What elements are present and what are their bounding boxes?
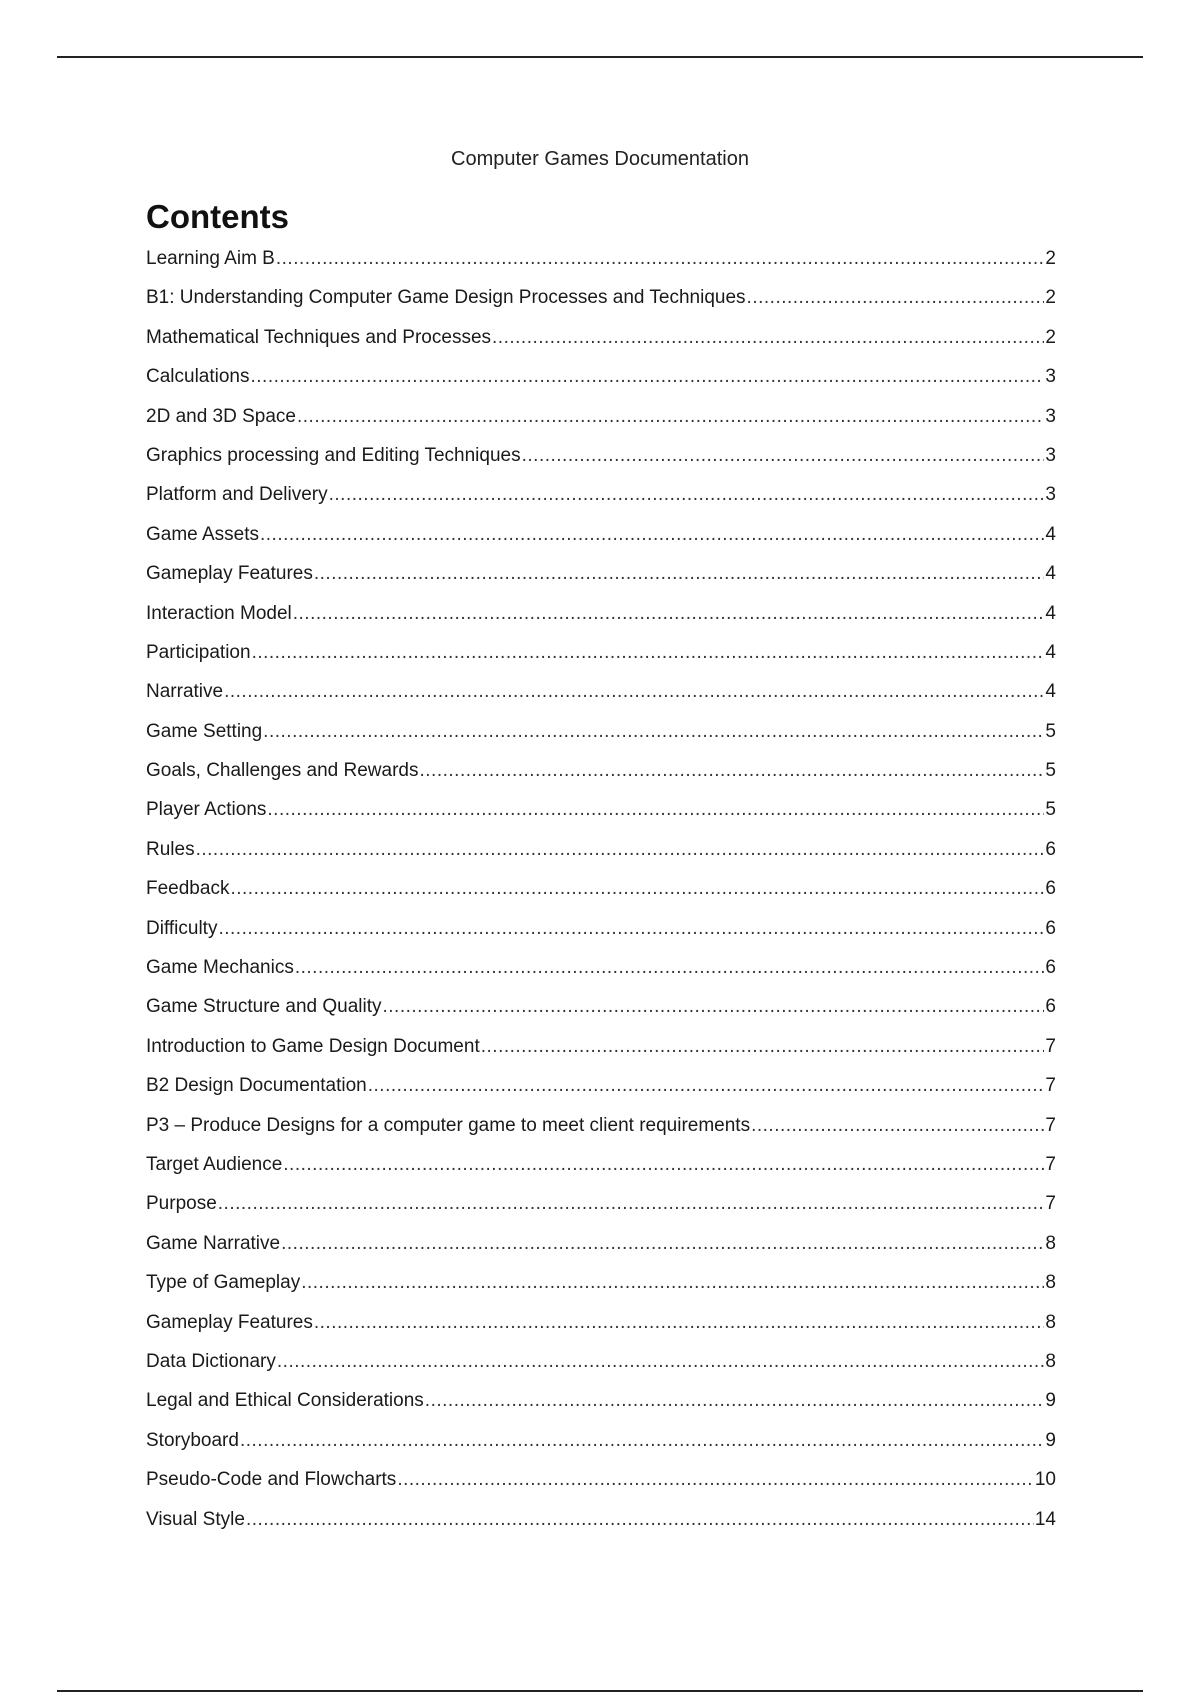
toc-dot-leader: [492, 324, 1044, 352]
toc-entry-label[interactable]: Mathematical Techniques and Processes: [146, 326, 492, 348]
toc-dot-leader: [329, 481, 1045, 509]
toc-entry-page-number[interactable]: 7: [1045, 1193, 1056, 1215]
toc-entry-page-number[interactable]: 7: [1045, 1075, 1056, 1097]
toc-entry-label[interactable]: Gameplay Features: [146, 1311, 313, 1333]
toc-entry-page-number[interactable]: 2: [1045, 326, 1056, 348]
toc-entry-label[interactable]: B2 Design Documentation: [146, 1075, 367, 1097]
toc-entry-label[interactable]: Game Structure and Quality: [146, 996, 382, 1018]
toc-dot-leader: [267, 796, 1044, 824]
toc-entry-label[interactable]: Interaction Model: [146, 602, 292, 624]
toc-entry-label[interactable]: Game Assets: [146, 523, 259, 545]
toc-entry-page-number[interactable]: 4: [1045, 681, 1056, 703]
toc-dot-leader: [383, 993, 1045, 1021]
toc-entry-page-number[interactable]: 8: [1045, 1232, 1056, 1254]
toc-dot-leader: [522, 442, 1045, 470]
toc-entry-page-number[interactable]: 6: [1045, 878, 1056, 900]
toc-entry-label[interactable]: Purpose: [146, 1193, 217, 1215]
toc-entry-page-number[interactable]: 6: [1045, 957, 1056, 979]
toc-dot-leader: [297, 403, 1044, 431]
toc-entry-label[interactable]: B1: Understanding Computer Game Design Processes and Techniques: [146, 287, 746, 309]
toc-dot-leader: [293, 600, 1045, 628]
toc-entry-page-number[interactable]: 2: [1045, 248, 1056, 269]
toc-entry-page-number[interactable]: 3: [1045, 484, 1056, 506]
toc-entry-page-number[interactable]: 14: [1034, 1508, 1056, 1530]
toc-entry-label[interactable]: Pseudo-Code and Flowcharts: [146, 1469, 397, 1491]
toc-entry-page-number[interactable]: 3: [1045, 405, 1056, 427]
toc-entry-label[interactable]: 2D and 3D Space: [146, 405, 296, 427]
toc-entry-page-number[interactable]: 7: [1045, 1153, 1056, 1175]
toc-entry[interactable]: [146, 324, 1056, 363]
toc-dot-leader: [425, 1387, 1045, 1415]
toc-entry-page-number[interactable]: 8: [1045, 1350, 1056, 1372]
toc-entry-page-number[interactable]: 9: [1045, 1429, 1056, 1451]
toc-entry-page-number[interactable]: 10: [1034, 1469, 1056, 1491]
toc-entry[interactable]: [146, 600, 1056, 639]
toc-entry-label[interactable]: Introduction to Game Design Document: [146, 1035, 480, 1057]
toc-entry[interactable]: [146, 875, 1056, 914]
toc-entry-label[interactable]: Narrative: [146, 681, 224, 703]
toc-entry-label[interactable]: Learning Aim B: [146, 248, 275, 269]
toc-entry-page-number[interactable]: 6: [1045, 917, 1056, 939]
toc-dot-leader: [252, 639, 1045, 667]
header-rule: [57, 56, 1143, 58]
toc-dot-leader: [481, 1033, 1045, 1061]
toc-entry-label[interactable]: Type of Gameplay: [146, 1272, 301, 1294]
toc-entry[interactable]: [146, 678, 1056, 717]
toc-dot-leader: [263, 718, 1044, 746]
toc-dot-leader: [747, 284, 1045, 312]
toc-entry[interactable]: [146, 954, 1056, 993]
toc-dot-leader: [368, 1072, 1045, 1100]
toc-entry[interactable]: [146, 1151, 1056, 1190]
toc-entry[interactable]: [146, 442, 1056, 481]
toc-entry-page-number[interactable]: 4: [1045, 602, 1056, 624]
toc-entry-label[interactable]: Game Mechanics: [146, 957, 294, 979]
toc-dot-leader: [246, 1506, 1034, 1534]
toc-entry[interactable]: [146, 560, 1056, 599]
toc-entry-label[interactable]: Legal and Ethical Considerations: [146, 1390, 424, 1412]
toc-entry-page-number[interactable]: 3: [1045, 444, 1056, 466]
toc-entry-page-number[interactable]: 7: [1045, 1035, 1056, 1057]
toc-entry-page-number[interactable]: 9: [1045, 1390, 1056, 1412]
footer-rule: [57, 1690, 1143, 1692]
toc-entry[interactable]: [146, 284, 1056, 323]
document-title: Computer Games Documentation: [451, 148, 749, 170]
toc-entry-page-number[interactable]: 2: [1045, 287, 1056, 309]
toc-dot-leader: [397, 1466, 1034, 1494]
toc-entry-label[interactable]: Target Audience: [146, 1153, 283, 1175]
toc-entry-label[interactable]: Platform and Delivery: [146, 484, 328, 506]
toc-entry-label[interactable]: Calculations: [146, 366, 250, 388]
toc-entry-label[interactable]: Player Actions: [146, 799, 267, 821]
toc-dot-leader: [301, 1269, 1044, 1297]
toc-entry-page-number[interactable]: 4: [1045, 563, 1056, 585]
toc-entry-label[interactable]: Feedback: [146, 878, 230, 900]
toc-dot-leader: [230, 875, 1044, 903]
toc-entry-page-number[interactable]: 4: [1045, 523, 1056, 545]
toc-dot-leader: [251, 363, 1045, 391]
toc-dot-leader: [751, 1112, 1044, 1140]
toc-entry-page-number[interactable]: 5: [1045, 720, 1056, 742]
toc-entry[interactable]: [146, 718, 1056, 757]
toc-entry-page-number[interactable]: 8: [1045, 1272, 1056, 1294]
toc-entry-label[interactable]: Visual Style: [146, 1508, 245, 1530]
toc-dot-leader: [420, 757, 1045, 785]
toc-entry-page-number[interactable]: 5: [1045, 760, 1056, 782]
toc-dot-leader: [281, 1230, 1044, 1258]
toc-dot-leader: [218, 1190, 1045, 1218]
toc-entry[interactable]: [146, 757, 1056, 796]
toc-entry-label[interactable]: Storyboard: [146, 1429, 239, 1451]
toc-entry-label[interactable]: Difficulty: [146, 917, 218, 939]
toc-entry[interactable]: [146, 1506, 1056, 1545]
toc-entry[interactable]: [146, 836, 1056, 875]
toc-entry-page-number[interactable]: 7: [1045, 1114, 1056, 1136]
toc-entry[interactable]: [146, 639, 1056, 678]
toc-entry[interactable]: [146, 1230, 1056, 1269]
toc-entry[interactable]: [146, 1348, 1056, 1387]
toc-entry[interactable]: [146, 1427, 1056, 1466]
toc-entry-label[interactable]: Game Narrative: [146, 1232, 281, 1254]
toc-dot-leader: [240, 1427, 1044, 1455]
toc-entry-page-number[interactable]: 3: [1045, 366, 1056, 388]
toc-entry-page-number[interactable]: 6: [1045, 838, 1056, 860]
toc-entry[interactable]: [146, 245, 1056, 284]
toc-dot-leader: [196, 836, 1045, 864]
toc-entry-page-number[interactable]: 5: [1045, 799, 1056, 821]
toc-entry[interactable]: [146, 1112, 1056, 1151]
toc-entry-label[interactable]: Game Setting: [146, 720, 263, 742]
toc-dot-leader: [314, 1309, 1045, 1337]
toc-entry-label[interactable]: P3 – Produce Designs for a computer game to meet client requirements: [146, 1114, 751, 1136]
toc-entry[interactable]: [146, 1387, 1056, 1426]
toc-dot-leader: [218, 915, 1044, 943]
toc-dot-leader: [224, 678, 1044, 706]
table-of-contents: [146, 245, 1056, 1545]
toc-entry[interactable]: [146, 796, 1056, 835]
toc-dot-leader: [283, 1151, 1044, 1179]
toc-entry-page-number[interactable]: 8: [1045, 1311, 1056, 1333]
toc-entry[interactable]: [146, 1033, 1056, 1072]
toc-entry[interactable]: [146, 1072, 1056, 1111]
toc-entry-label[interactable]: Gameplay Features: [146, 563, 313, 585]
toc-entry-page-number[interactable]: 4: [1045, 641, 1056, 663]
toc-entry[interactable]: [146, 1466, 1056, 1505]
toc-entry-page-number[interactable]: 6: [1045, 996, 1056, 1018]
toc-entry-label[interactable]: Graphics processing and Editing Techniques: [146, 444, 521, 466]
toc-entry-label[interactable]: Participation: [146, 641, 251, 663]
toc-entry[interactable]: [146, 403, 1056, 442]
toc-entry-label[interactable]: Goals, Challenges and Rewards: [146, 760, 419, 782]
toc-dot-leader: [260, 521, 1044, 549]
toc-entry[interactable]: [146, 993, 1056, 1032]
toc-entry[interactable]: [146, 1190, 1056, 1229]
toc-entry-label[interactable]: Rules: [146, 838, 195, 860]
toc-entry[interactable]: [146, 915, 1056, 954]
toc-entry[interactable]: [146, 521, 1056, 560]
contents-heading: Contents: [146, 198, 289, 235]
toc-entry[interactable]: [146, 481, 1056, 520]
toc-dot-leader: [295, 954, 1045, 982]
toc-dot-leader: [314, 560, 1045, 588]
toc-entry[interactable]: [146, 363, 1056, 402]
toc-entry-label[interactable]: Data Dictionary: [146, 1350, 276, 1372]
toc-entry[interactable]: [146, 1309, 1056, 1348]
toc-entry[interactable]: [146, 1269, 1056, 1308]
toc-dot-leader: [276, 245, 1045, 273]
toc-dot-leader: [277, 1348, 1045, 1376]
